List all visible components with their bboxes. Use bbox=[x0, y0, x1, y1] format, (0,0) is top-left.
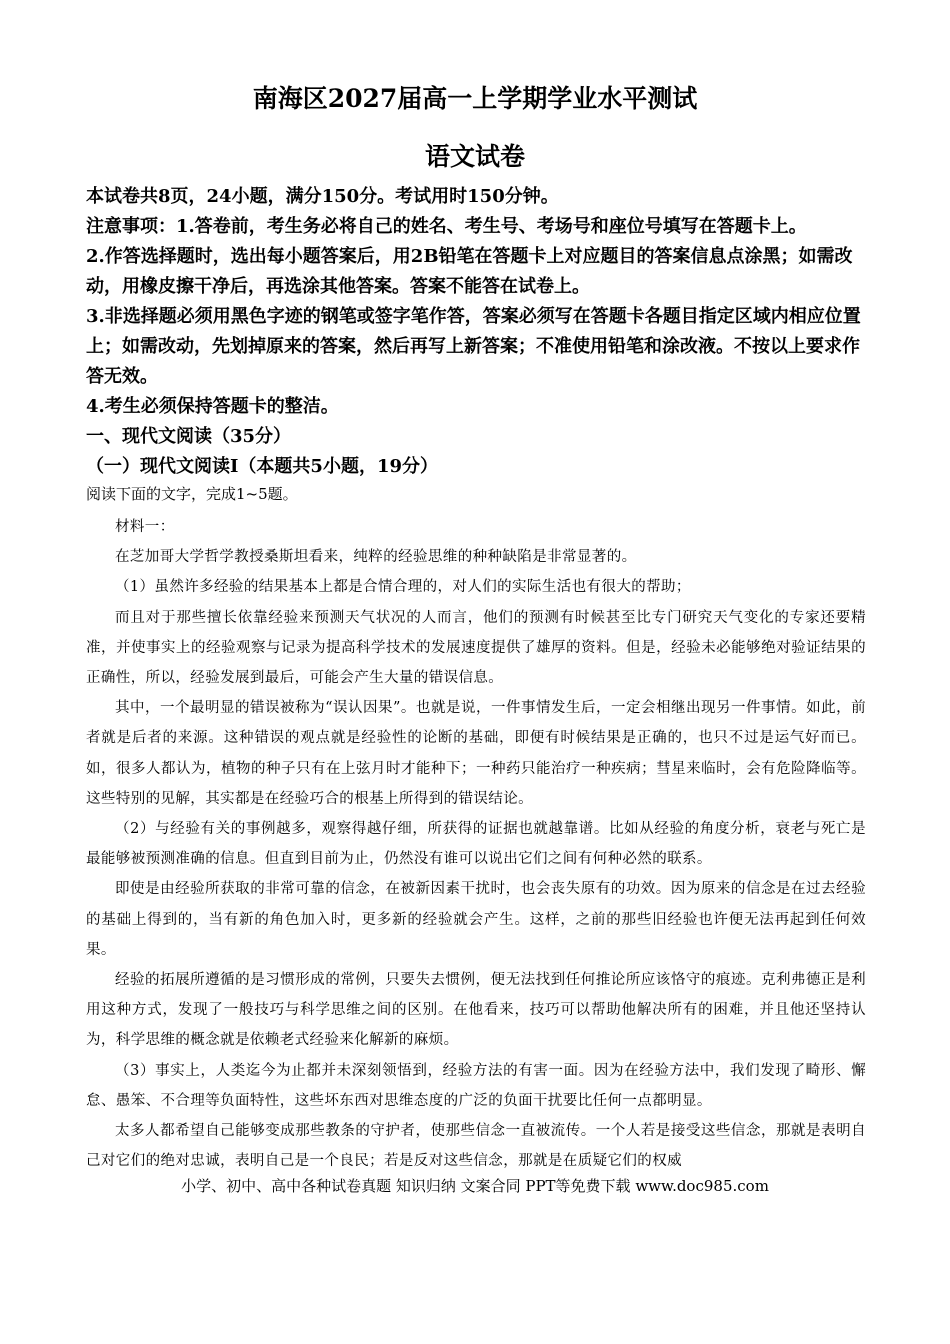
instruction-line: 4.考生必须保持答题卡的整洁。 bbox=[86, 396, 339, 417]
instruction-line: 本试卷共8页，24小题，满分150分。考试用时150分钟。 bbox=[86, 186, 559, 207]
page-footer: 小学、初中、高中各种试卷真题 知识归纳 文案合同 PPT等免费下载 www.doc985.com bbox=[181, 1177, 769, 1195]
exam-instructions bbox=[86, 182, 876, 422]
exam-title: 南海区2027届高一上学期学业水平测试 bbox=[252, 84, 698, 113]
instruction-line: 注意事项：1.答卷前，考生务必将自己的姓名、考生号、考场号和座位号填写在答题卡上。 bbox=[86, 216, 807, 237]
instruction-line: 2.作答选择题时，选出每小题答案后，用2B铅笔在答题卡上对应题目的答案信息点涂黑；如需改动，用橡皮擦干净后，再选涂其他答案。答案不能答在试卷上。 bbox=[86, 246, 853, 297]
passage-paragraph: 太多人都希望自己能够变成那些教条的守护者，使那些信念一直被流传。一个人若是接受这些信念，那就是表明自己对它们的绝对忠诚，表明自己是一个良民；若是反对这些信念，那就是在质疑它们的权威 bbox=[86, 1123, 866, 1170]
passage-paragraph: （1）虽然许多经验的结果基本上都是合情合理的，对人们的实际生活也有很大的帮助； bbox=[115, 579, 691, 596]
subsection-heading: （一）现代文阅读Ⅰ（本题共5小题，19分） bbox=[86, 456, 438, 477]
passage-paragraph: 而且对于那些擅长依靠经验来预测天气状况的人而言，他们的预测有时候甚至比专门研究天气变化的专家还要精准，并使事实上的经验观察与记录为提高科学技术的发展速度提供了雄厚的资料。但是，经验未必能够绝对验证结果的正确性，所以，经验发展到最后，可能会产生大量的错误信息。 bbox=[86, 609, 866, 687]
passage-paragraph: （2）与经验有关的事例越多，观察得越仔细，所获得的证据也就越靠谱。比如从经验的角度分析，衰老与死亡是最能够被预测准确的信息。但直到目前为止，仍然没有谁可以说出它们之间有何种必然的联系。 bbox=[86, 821, 866, 868]
exam-subtitle: 语文试卷 bbox=[424, 142, 525, 171]
passage-paragraph: 在芝加哥大学哲学教授桑斯坦看来，纯粹的经验思维的种种缺陷是非常显著的。 bbox=[115, 549, 637, 566]
reading-passage bbox=[86, 512, 866, 1176]
passage-paragraph: 材料一： bbox=[115, 519, 175, 535]
passage-paragraph: 经验的拓展所遵循的是习惯形成的常例，只要失去惯例，便无法找到任何推论所应该恪守的痕迹。克利弗德正是利用这种方式，发现了一般技巧与科学思维之间的区别。在他看来，技巧可以帮助他解决所有的困难，并且他还坚持认为，科学思维的概念就是依赖老式经验来化解新的麻烦。 bbox=[86, 972, 866, 1049]
instruction-line: 3.非选择题必须用黑色字迹的钢笔或签字笔作答，答案必须写在答题卡各题目指定区域内相应位置上；如需改动，先划掉原来的答案，然后再写上新答案；不准使用铅笔和涂改液。不按以上要求作答无效。 bbox=[86, 306, 861, 387]
passage-paragraph: （3）事实上，人类迄今为止都并未深刻领悟到，经验方法的有害一面。因为在经验方法中，我们发现了畸形、懈怠、愚笨、不合理等负面特性，这些坏东西对思维态度的广泛的负面干扰要比任何一点都明显。 bbox=[86, 1062, 866, 1109]
passage-paragraph: 其中，一个最明显的错误被称为“误认因果”。也就是说，一件事情发生后，一定会相继出现另一件事情。如此，前者就是后者的来源。这种错误的观点就是经验性的论断的基础，即便有时候结果是正确的，也只不过是运气好而已。如，很多人都认为，植物的种子只有在上弦月时才能种下；一种药只能治疗一种疾病；彗星来临时，会有危险降临等。这些特别的见解，其实都是在经验巧合的根基上所得到的错误结论。 bbox=[86, 700, 866, 807]
passage-paragraph: 即使是由经验所获取的非常可靠的信念，在被新因素干扰时，也会丧失原有的功效。因为原来的信念是在过去经验的基础上得到的，当有新的角色加入时，更多新的经验就会产生。这样，之前的那些旧经验也许便无法再起到任何效果。 bbox=[86, 881, 866, 958]
reading-instruction: 阅读下面的文字，完成1~5题。 bbox=[86, 485, 298, 503]
section-heading: 一、现代文阅读（35分） bbox=[86, 426, 292, 447]
